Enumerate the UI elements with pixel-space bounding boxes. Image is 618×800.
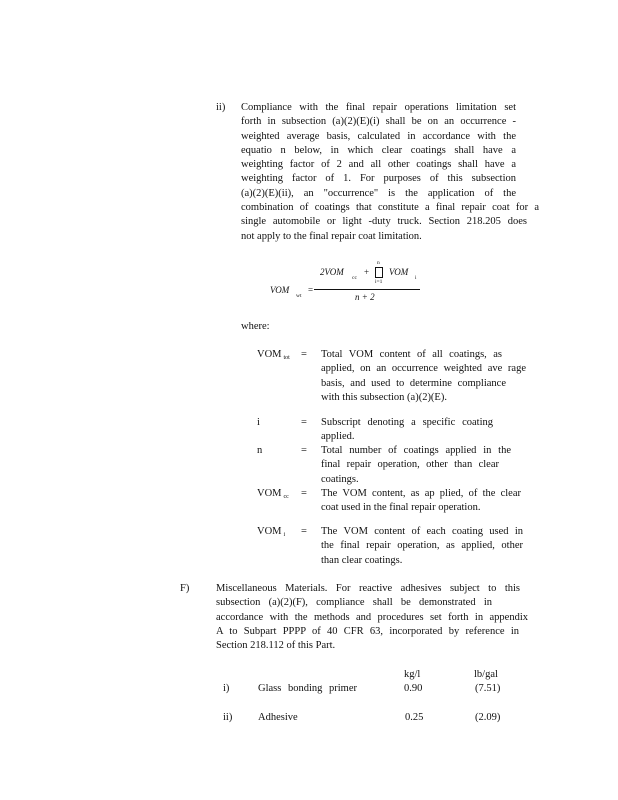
term-subscript: cc bbox=[283, 494, 289, 500]
definition-line: coat used in the final repair operation. bbox=[321, 502, 481, 514]
item-f-paragraph bbox=[216, 582, 528, 653]
term-text: VOM bbox=[257, 349, 282, 360]
formula-numerator-subscript: cc bbox=[352, 275, 357, 281]
definition-line: basis, and used to determine compliance bbox=[321, 377, 506, 389]
item-ii-line: weighting factor of 1. For purposes of this subsection bbox=[241, 173, 516, 185]
term-subscript: i bbox=[283, 532, 286, 538]
table-row-name: Adhesive bbox=[258, 712, 298, 723]
item-ii-line: single automobile or light -duty truck. Section 218.205 does bbox=[241, 216, 527, 228]
definition-line: the final repair operation, as applied, other bbox=[321, 540, 523, 552]
definition-line: Total number of coatings applied in the bbox=[321, 445, 511, 456]
definition-line: Total VOM content of all coatings, as bbox=[321, 349, 502, 360]
definition-term bbox=[257, 348, 290, 365]
item-f-line: Section 218.112 of this Part. bbox=[216, 640, 336, 652]
definition-line: than clear coatings. bbox=[321, 554, 403, 566]
item-ii-line: weighting factor of 2 and all other coatings shall have a bbox=[241, 159, 516, 171]
column-header-kg-l: kg/l bbox=[404, 669, 421, 680]
definition-line: with this subsection (a)(2)(E). bbox=[321, 391, 447, 403]
term-text: n bbox=[257, 445, 263, 456]
item-ii-paragraph bbox=[241, 101, 539, 244]
table-row-name: Glass bonding primer bbox=[258, 683, 357, 694]
definition-text bbox=[321, 525, 523, 568]
summation-icon bbox=[375, 267, 383, 278]
definition-equals: = bbox=[301, 445, 307, 456]
term-text: VOM bbox=[257, 488, 282, 499]
definition-line: applied, on an occurrence weighted ave rage bbox=[321, 363, 526, 375]
table-row-marker: ii) bbox=[223, 712, 233, 723]
definition-equals: = bbox=[301, 349, 307, 360]
item-f-marker: F) bbox=[180, 583, 190, 594]
definition-text bbox=[321, 416, 496, 445]
definition-equals: = bbox=[301, 526, 307, 537]
definition-line: final repair operation, other than clear bbox=[321, 459, 499, 471]
where-label: where: bbox=[241, 321, 270, 332]
table-row-kg-l: 0.25 bbox=[405, 712, 424, 723]
column-header-lb-gal: lb/gal bbox=[474, 669, 498, 680]
item-ii-line: combination of coatings that constitute a final repair coat for a bbox=[241, 202, 539, 214]
definition-term bbox=[257, 416, 260, 430]
definition-text bbox=[321, 348, 526, 405]
term-text: i bbox=[257, 417, 260, 428]
table-row-marker: i) bbox=[223, 683, 230, 694]
definition-text bbox=[321, 487, 521, 516]
term-subscript: tot bbox=[283, 355, 290, 361]
definition-term bbox=[257, 444, 262, 458]
item-f-line: subsection (a)(2)(F), compliance shall be demonstrated in bbox=[216, 597, 492, 609]
definition-line: The VOM content, as ap plied, of the clear bbox=[321, 488, 521, 499]
definition-equals: = bbox=[301, 417, 307, 428]
definition-term bbox=[257, 525, 285, 542]
formula-sum-upper: n bbox=[377, 260, 380, 266]
definition-line: Subscript denoting a specific coating bbox=[321, 417, 493, 428]
item-ii-line: not apply to the final repair coat limitation. bbox=[241, 230, 422, 242]
formula-denominator: n + 2 bbox=[355, 292, 375, 302]
fraction-bar bbox=[314, 289, 420, 290]
item-ii-line: weighted average basis, calculated in accordance with the bbox=[241, 130, 516, 142]
item-ii-line: (a)(2)(E)(ii), an "occurrence" is the application of the bbox=[241, 187, 516, 199]
definition-line: coatings. bbox=[321, 473, 359, 485]
item-f-line: Miscellaneous Materials. For reactive adhesives subject to this bbox=[216, 583, 520, 594]
definition-line: applied. bbox=[321, 431, 355, 443]
definition-text bbox=[321, 444, 511, 487]
formula-plus: + bbox=[364, 267, 370, 277]
table-row-lb-gal: (2.09) bbox=[475, 712, 501, 723]
formula-sum-term: VOM bbox=[389, 267, 409, 277]
formula-numerator-term: 2VOM bbox=[320, 267, 344, 277]
item-ii-line: Compliance with the final repair operations limitation set bbox=[241, 102, 516, 113]
table-row-kg-l: 0.90 bbox=[404, 683, 423, 694]
formula-sum-subscript: i bbox=[415, 275, 417, 281]
item-f-line: accordance with the methods and procedures set forth in appendix bbox=[216, 611, 528, 623]
table-row-lb-gal: (7.51) bbox=[475, 683, 501, 694]
item-ii-marker: ii) bbox=[216, 102, 226, 113]
vom-formula bbox=[262, 258, 432, 308]
term-text: VOM bbox=[257, 526, 282, 537]
formula-lhs: VOM bbox=[270, 285, 290, 295]
item-f-line: A to Subpart PPPP of 40 CFR 63, incorporated by reference in bbox=[216, 625, 519, 637]
definition-equals: = bbox=[301, 488, 307, 499]
definition-line: The VOM content of each coating used in bbox=[321, 526, 523, 537]
formula-sum-lower: i=1 bbox=[375, 279, 383, 285]
formula-lhs-subscript: wt bbox=[296, 293, 302, 299]
item-ii-line: forth in subsection (a)(2)(E)(i) shall be on an occurrence - bbox=[241, 116, 516, 128]
item-ii-line: equatio n below, in which clear coatings shall have a bbox=[241, 144, 516, 156]
definition-term bbox=[257, 487, 289, 504]
formula-equals: = bbox=[308, 285, 314, 295]
